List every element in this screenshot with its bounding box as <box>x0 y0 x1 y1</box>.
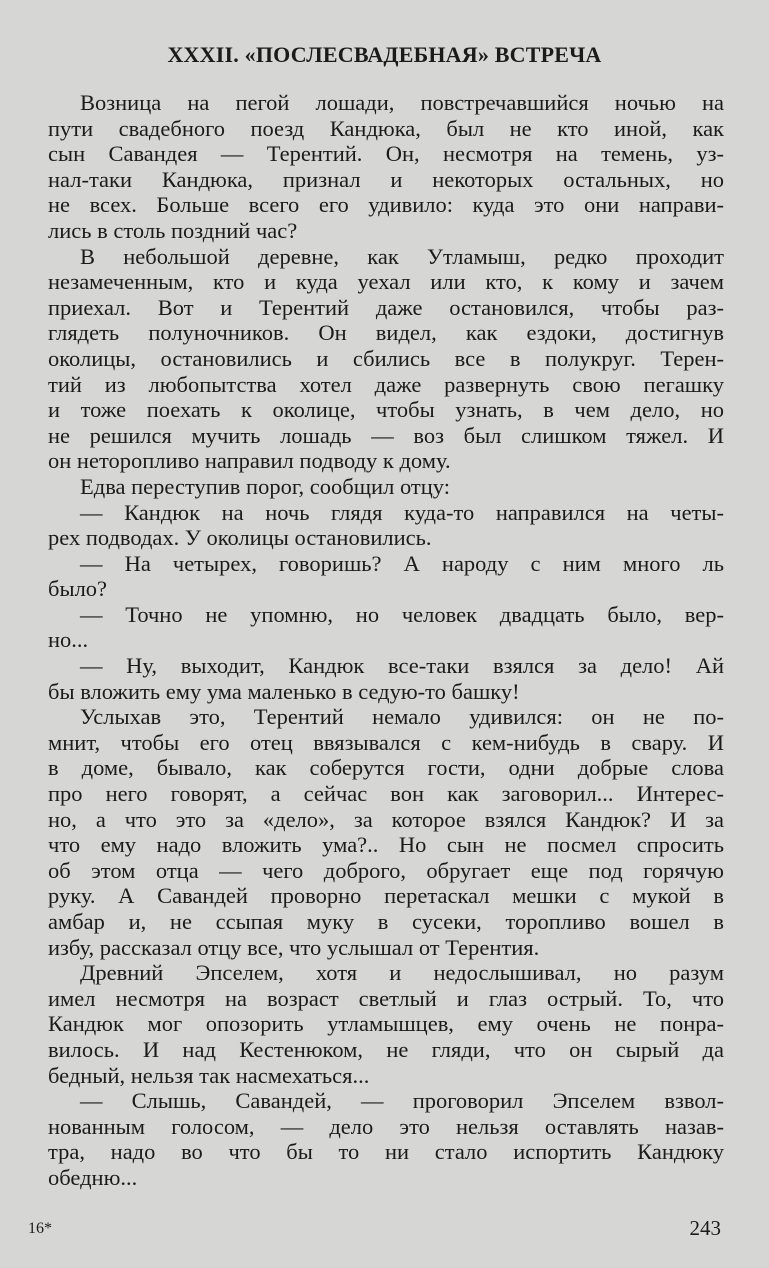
text-line: руку. А Савандей проворно перетаскал мешки с мукой в <box>48 883 724 909</box>
chapter-title: XXXII. «ПОСЛЕСВАДЕБНАЯ» ВСТРЕЧА <box>167 42 602 67</box>
text-line: бедный, нельзя так насмехаться... <box>48 1062 370 1088</box>
text-line: нованным голосом, — дело это нельзя оставлять назав- <box>48 1113 724 1139</box>
text-line: не всех. Больше всего его удивило: куда это они направи- <box>48 192 724 218</box>
text-line: было? <box>48 576 108 602</box>
text-line: но... <box>48 627 89 653</box>
paragraph <box>48 551 724 602</box>
text-line: амбар и, не ссыпая муку в сусеки, торопливо вошел в <box>48 909 724 934</box>
text-line: — Кандюк на ночь глядя куда-то направился на четы- <box>80 499 724 525</box>
text-line: Едва переступив порог, сообщил отцу: <box>80 473 450 499</box>
text-line: вилось. И над Кестенюком, не гляди, что он сырый да <box>48 1036 724 1062</box>
text-line: мнит, чтобы его отец ввязывался с кем-нибудь в свару. И <box>48 729 724 755</box>
text-line: приехал. Вот и Терентий даже остановился, чтобы раз- <box>48 294 724 320</box>
text-line: Кандюк мог опозорить утламышцев, ему очень не понра- <box>48 1011 724 1037</box>
paragraph <box>48 960 724 1088</box>
paragraph <box>48 704 724 960</box>
text-line: про него говорят, а сейчас вон как заговорил... Интерес- <box>48 781 724 807</box>
paragraph <box>48 500 724 551</box>
paragraph <box>48 653 724 704</box>
paragraph <box>48 1088 724 1190</box>
signature-mark: 16* <box>28 1220 52 1237</box>
text-line: тий из любопытства хотел даже развернуть свою пегашку <box>48 371 724 397</box>
text-line: обедню... <box>48 1164 138 1190</box>
text-line: имел несмотря на возраст светлый и глаз острый. То, что <box>48 985 724 1011</box>
text-line: нал-таки Кандюка, признал и некоторых остальных, но <box>48 166 724 192</box>
paragraph <box>48 602 724 653</box>
text-line: сын Савандея — Терентий. Он, несмотря на темень, уз- <box>48 141 724 167</box>
text-line: — Слышь, Савандей, — проговорил Эпселем взвол- <box>80 1088 724 1114</box>
paragraph <box>48 244 724 474</box>
paragraph <box>48 90 724 244</box>
text-line: Древний Эпселем, хотя и недослышивал, но разум <box>80 960 724 986</box>
text-line: но, а что это за «дело», за которое взялся Кандюк? И за <box>48 806 724 832</box>
text-line: Возница на пегой лошади, повстречавшийся ночью на <box>80 90 724 115</box>
text-line: — Точно не упомню, но человек двадцать было, вер- <box>80 601 724 627</box>
text-line: он неторопливо направил подводу к дому. <box>48 448 451 474</box>
text-line: лись в столь поздний час? <box>48 217 298 243</box>
text-line: тра, надо во что бы то ни стало испортить Кандюку <box>48 1139 724 1165</box>
text-line: что ему надо вложить ума?.. Но сын не посмел спросить <box>48 832 724 858</box>
text-line: в доме, бывало, как соберутся гости, одни добрые слова <box>48 755 724 781</box>
page-number: 243 <box>689 1216 721 1240</box>
text-line: — На четырех, говоришь? А народу с ним много ль <box>80 550 724 576</box>
text-line: Услыхав это, Терентий немало удивился: он не по- <box>80 704 724 730</box>
text-line: — Ну, выходит, Кандюк все-таки взялся за дело! Ай <box>80 653 724 679</box>
text-line: незамеченным, кто и куда уехал или кто, к кому и зачем <box>48 269 724 295</box>
text-line: пути свадебного поезд Кандюка, был не кто иной, как <box>48 115 724 141</box>
text-line: бы вложить ему ума маленько в седую-то башку! <box>48 678 520 704</box>
body-text <box>48 90 724 1191</box>
text-line: околицы, остановились и сбились все в полукруг. Терен- <box>48 345 724 371</box>
text-line: рех подводах. У околицы остановились. <box>48 525 432 551</box>
text-line: не решился мучить лошадь — воз был слишком тяжел. И <box>48 422 724 448</box>
text-line: глядеть полуночников. Он видел, как ездоки, достигнув <box>48 320 724 346</box>
text-line: об этом отца — чего доброго, обругает еще под горячую <box>48 857 724 883</box>
text-line: избу, рассказал отцу все, что услышал от Терентия. <box>48 934 540 960</box>
text-line: и тоже поехать к околице, чтобы узнать, в чем дело, но <box>48 397 724 423</box>
text-line: В небольшой деревне, как Утламыш, редко проходит <box>80 243 724 269</box>
paragraph <box>48 474 724 500</box>
